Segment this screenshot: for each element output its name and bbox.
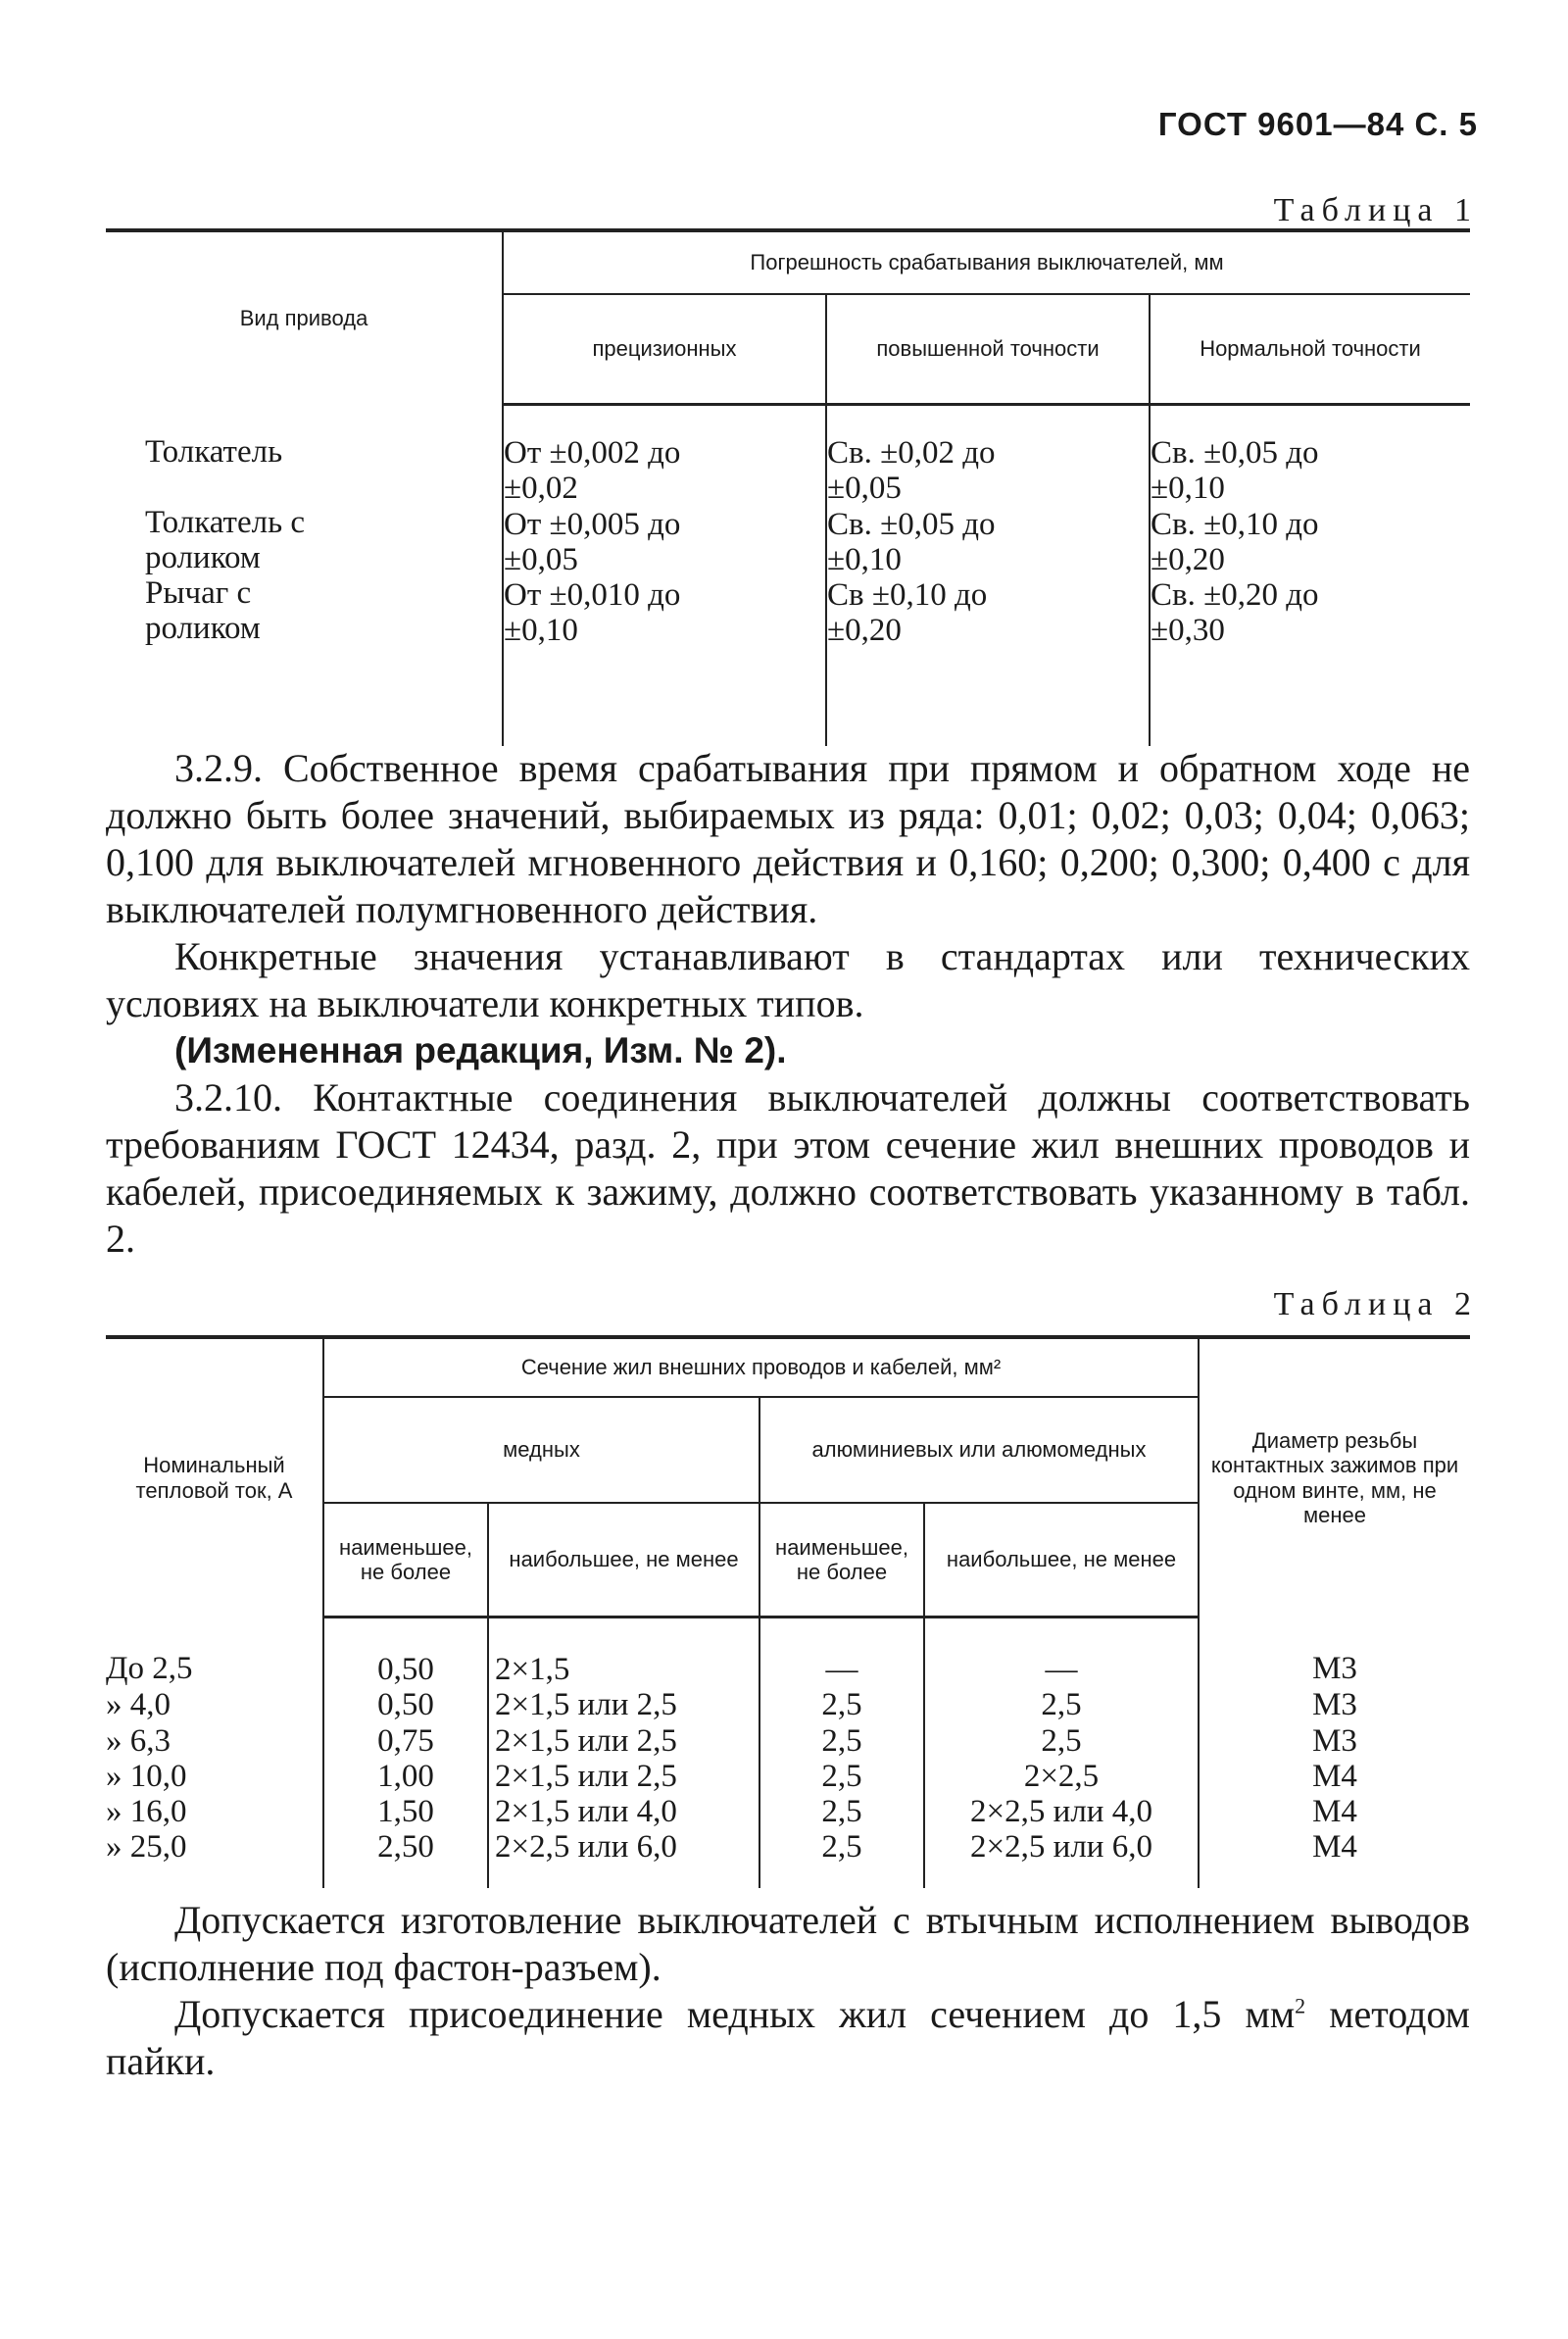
table2-col-alum-max: наибольшее, не менее [924,1503,1199,1617]
table1-row-drive: Толкатель с [145,504,306,540]
paragraph-3-2-9: 3.2.9. Собственное время срабатывания при прямом и обратном ходе не должно быть более значений, выбираемых из ряда: 0,01; 0,02; 0,03; 0,04; 0,063; 0,100 для выключателей мгновенного действия и 0,160; 0,200; 0,300; 0,400 с для выключателей полумгновенного действия. [106,746,1470,931]
table2-caption: Таблица 2 [1273,1286,1478,1322]
table2-col-aluminium: алюминиевых или алюмомедных [760,1397,1199,1503]
table1-cell: Св. ±0,05 до [1151,435,1319,471]
table2-cell: 2,5 [760,1687,924,1722]
table2-cell-current: » 6,3 [106,1722,171,1759]
table2-cell: М4 [1199,1829,1470,1888]
paragraph-plug-in: Допускается изготовление выключателей с втычным исполнением выводов (исполнение под фастон-разъем). [106,1898,1470,1989]
table2-cell: 2,5 [760,1794,924,1829]
table1-cell: От ±0,010 до [504,577,681,614]
table2-cell: — [924,1617,1199,1688]
table2-cell: М3 [1199,1723,1470,1759]
table1-cell: Св ±0,10 до [827,577,988,614]
table2-cell: 2,5 [760,1829,924,1888]
table1-cell: Св. ±0,02 до [827,435,996,471]
table2-cell: 2×2,5 или 6,0 [924,1829,1199,1888]
text-block-1 [106,745,1470,1263]
table1-row-drive-cont: роликом [145,611,261,647]
table1-cell: Св. ±0,10 до [1151,506,1319,542]
table2-cell: 0,50 [323,1687,488,1722]
paragraph-soldering-main: Допускается присоединение медных жил сечением до 1,5 мм [174,1992,1296,2036]
table1-cell: ±0,10 [504,613,578,649]
table2-cell: 2×1,5 или 2,5 [488,1759,760,1794]
table1-cell: ±0,20 [1151,541,1225,577]
table1-col-precision: прецизионных [503,294,826,405]
table1-row-drive-cont: роликом [145,539,261,575]
table1-cell: ±0,05 [827,471,902,507]
table1-cell: ±0,02 [504,471,578,507]
table1-increased-column [826,405,1150,746]
superscript-2: 2 [1295,1993,1306,2018]
table1-precision-column [503,405,826,746]
table2-cell: 2×1,5 [488,1617,760,1688]
table1-cell: От ±0,002 до [504,435,681,471]
table2-cell: 2×1,5 или 2,5 [488,1723,760,1759]
table2-col-copper-min: наименьшее, не более [323,1503,488,1617]
table2-cell: 2×2,5 или 4,0 [924,1794,1199,1829]
table1-cell: ±0,05 [504,541,578,577]
table1-normal-column [1150,405,1470,746]
paragraph-3-2-9-specific: Конкретные значения устанавливают в стандартах или технических условиях на выключатели конкретных типов. [106,934,1470,1025]
table2-cell-current: » 16,0 [106,1794,187,1830]
table2-cell: М3 [1199,1617,1470,1688]
table2-cell: 1,00 [323,1759,488,1794]
table2-cell: 0,75 [323,1723,488,1759]
text-block-2 [106,1897,1470,2085]
table2-cell-current: » 10,0 [106,1758,187,1794]
table2-col-copper: медных [323,1397,760,1503]
table2-cell: 2,5 [760,1759,924,1794]
table2-cell: 2×2,5 или 6,0 [488,1829,760,1888]
table2-cell: 2×1,5 или 4,0 [488,1794,760,1829]
table1-cell: ±0,10 [1151,471,1225,507]
table2-cell-current: До 2,5 [106,1650,193,1686]
table1-row-drive: Толкатель [145,433,283,470]
table2-cell-current: » 25,0 [106,1829,187,1866]
table1-cell: ±0,10 [827,541,902,577]
table2-cell: М4 [1199,1794,1470,1829]
table2-col-copper-max: наибольшее, не менее [488,1503,760,1617]
table2-cell: 0,50 [323,1617,488,1688]
table1-cell: Св. ±0,05 до [827,506,996,542]
table2-cell: 1,50 [323,1794,488,1829]
table2-cell: М4 [1199,1759,1470,1794]
table1-col-increased: повышенной точности [826,294,1150,405]
page-header: ГОСТ 9601—84 С. 5 [1157,106,1478,142]
paragraph-3-2-10: 3.2.10. Контактные соединения выключателей должны соответствовать требованиям ГОСТ 12434, разд. 2, при этом сечение жил внешних проводов и кабелей, присоединяемых к зажиму, должно соответствовать указанному в табл. 2. [106,1075,1470,1261]
table1-col-drive: Вид привода [106,230,503,405]
table2-cell: 2×2,5 [924,1759,1199,1794]
paragraph-soldering-end: методом пайки. [106,1992,1470,2083]
table1-cell: ±0,20 [827,613,902,649]
table1-col-normal: Нормальной точности [1150,294,1470,405]
table2-col-alum-min: наименьшее, не более [760,1503,924,1617]
table2-cell: 2×1,5 или 2,5 [488,1687,760,1722]
table2-group-header: Сечение жил внешних проводов и кабелей, мм² [323,1337,1199,1397]
table2-cell: 2,5 [760,1723,924,1759]
table2-cell: М3 [1199,1687,1470,1722]
table2-cell: 2,5 [924,1723,1199,1759]
table1-group-header: Погрешность срабатывания выключателей, мм [503,230,1470,294]
table2-col-current: Номинальный тепловой ток, А [106,1337,323,1617]
table2-cell: 2,5 [924,1687,1199,1722]
table2-cell: 2,50 [323,1829,488,1888]
table1-cell: ±0,30 [1151,613,1225,649]
table2 [106,1335,1470,1888]
table2-cell-current: » 4,0 [106,1687,171,1723]
paragraph-soldering [106,1991,1470,2085]
table1-caption: Таблица 1 [1273,192,1478,228]
table1 [106,228,1470,746]
table1-drive-column [106,405,503,746]
table1-row-drive: Рычаг с [145,575,252,612]
table1-cell: Св. ±0,20 до [1151,577,1319,614]
table1-cell: От ±0,005 до [504,506,681,542]
table2-col-thread: Диаметр резьбы контактных зажимов при одном винте, мм, не менее [1199,1337,1470,1617]
table2-cell: — [760,1617,924,1688]
amendment-note: (Измененная редакция, Изм. № 2). [174,1030,787,1070]
